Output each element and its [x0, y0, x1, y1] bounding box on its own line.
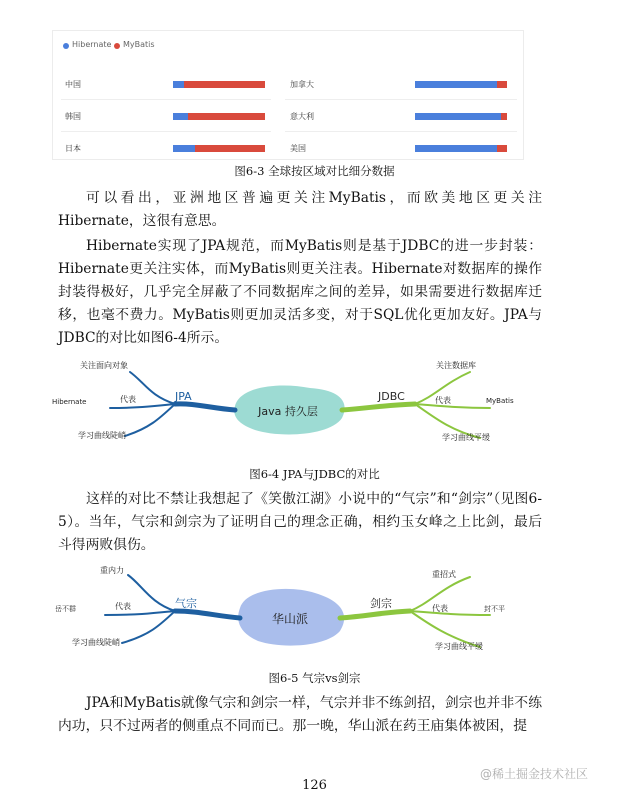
right-branch-label: JDBC	[378, 390, 405, 403]
legend-label-hibernate: Hibernate	[72, 40, 112, 49]
right-item: 代表	[435, 396, 451, 405]
paragraph-text: Hibernate实现了JPA规范，而MyBatis则是基于JDBC的进一步封装：Hibernate更关注实体，而MyBatis则更关注表。Hibernate对数据库的操作封装得极好，几乎完全屏蔽了不同数据库之间的差异，如果需要进行数据库迁移，也毫不费力。MyBatis则更加灵活多变，对于SQL优化更加友好。JPA与JDBC的对比如图6-4所示。	[58, 238, 542, 346]
left-branches	[110, 372, 235, 436]
left-item: 代表	[120, 395, 136, 404]
paragraph-text: 可以看出，亚洲地区普遍更关注MyBatis，而欧美地区更关注Hibernate，这很有意思。	[58, 190, 542, 229]
region-label: 加拿大	[290, 80, 314, 89]
figure-caption: 图6-4 JPA与JDBC的对比	[249, 467, 380, 481]
paragraph	[58, 235, 542, 350]
region-label: 美国	[290, 144, 306, 153]
region-bar	[415, 81, 507, 88]
hibernate-segment	[415, 113, 501, 120]
paragraph	[58, 692, 542, 738]
qizong-jianzong-mindmap	[50, 563, 530, 668]
right-item: 关注数据库	[436, 361, 476, 370]
row-divider	[285, 131, 517, 132]
center-label: Java 持久层	[258, 405, 318, 418]
right-item: 封不平	[484, 605, 505, 613]
left-branch-label: JPA	[175, 390, 192, 403]
row-divider	[285, 99, 517, 100]
region-bar	[173, 145, 265, 152]
right-item: 重招式	[432, 570, 456, 579]
hibernate-segment	[173, 81, 184, 88]
paragraph	[58, 488, 542, 557]
region-bar	[173, 113, 265, 120]
legend-dot-mybatis	[114, 43, 120, 49]
region-comparison-chart	[52, 30, 524, 160]
left-item: 重内力	[100, 566, 124, 575]
left-item: Hibernate	[52, 398, 87, 406]
region-label: 意大利	[290, 112, 314, 121]
region-bar	[173, 81, 265, 88]
mybatis-segment	[497, 81, 507, 88]
hibernate-segment	[173, 113, 188, 120]
paragraph-text: 这样的对比不禁让我想起了《笑傲江湖》小说中的“气宗”和“剑宗”（见图6-5）。当年，气宗和剑宗为了证明自己的理念正确，相约玉女峰之上比剑，最后斗得两败俱伤。	[58, 491, 542, 553]
mybatis-segment	[195, 145, 265, 152]
center-node	[234, 385, 344, 434]
region-label: 日本	[65, 144, 81, 153]
left-item: 代表	[115, 602, 131, 611]
right-item: 学习曲线平缓	[435, 642, 483, 651]
paragraph-text: JPA和MyBatis就像气宗和剑宗一样，气宗并非不练剑招，剑宗也并非不练内功，只不过两者的侧重点不同而已。那一晚，华山派在药王庙集体被困，提	[58, 695, 542, 734]
center-node	[238, 589, 344, 646]
paragraph	[58, 187, 542, 233]
center-label: 华山派	[271, 612, 309, 626]
legend-label-mybatis: MyBatis	[123, 40, 155, 49]
hibernate-segment	[415, 145, 497, 152]
hibernate-segment	[415, 81, 497, 88]
right-branches	[342, 372, 490, 438]
left-item: 关注面向对象	[80, 361, 128, 370]
region-bar	[415, 113, 507, 120]
figure-caption: 图6-3 全球按区域对比细分数据	[234, 164, 395, 178]
hibernate-segment	[173, 145, 195, 152]
left-item: 学习曲线陡峭	[72, 638, 120, 647]
right-item: MyBatis	[486, 397, 514, 405]
mybatis-segment	[184, 81, 265, 88]
right-item: 学习曲线平缓	[442, 433, 490, 442]
right-item: 代表	[432, 604, 448, 613]
region-label: 韩国	[65, 112, 81, 121]
left-branch-label: 气宗	[175, 597, 197, 610]
left-item: 岳不群	[55, 605, 76, 613]
jpa-jdbc-mindmap	[50, 358, 530, 458]
mybatis-segment	[188, 113, 265, 120]
right-branches	[340, 577, 490, 647]
row-divider	[61, 99, 271, 100]
page-number: 126	[302, 778, 327, 793]
figure-caption: 图6-5 气宗vs剑宗	[268, 671, 361, 685]
mybatis-segment	[497, 145, 507, 152]
legend-dot-hibernate	[63, 43, 69, 49]
right-branch-label: 剑宗	[370, 597, 392, 610]
watermark: @稀土掘金技术社区	[480, 767, 589, 781]
region-bar	[415, 145, 507, 152]
row-divider	[61, 131, 271, 132]
mybatis-segment	[501, 113, 507, 120]
region-label: 中国	[65, 80, 81, 89]
left-item: 学习曲线陡峭	[78, 431, 126, 440]
